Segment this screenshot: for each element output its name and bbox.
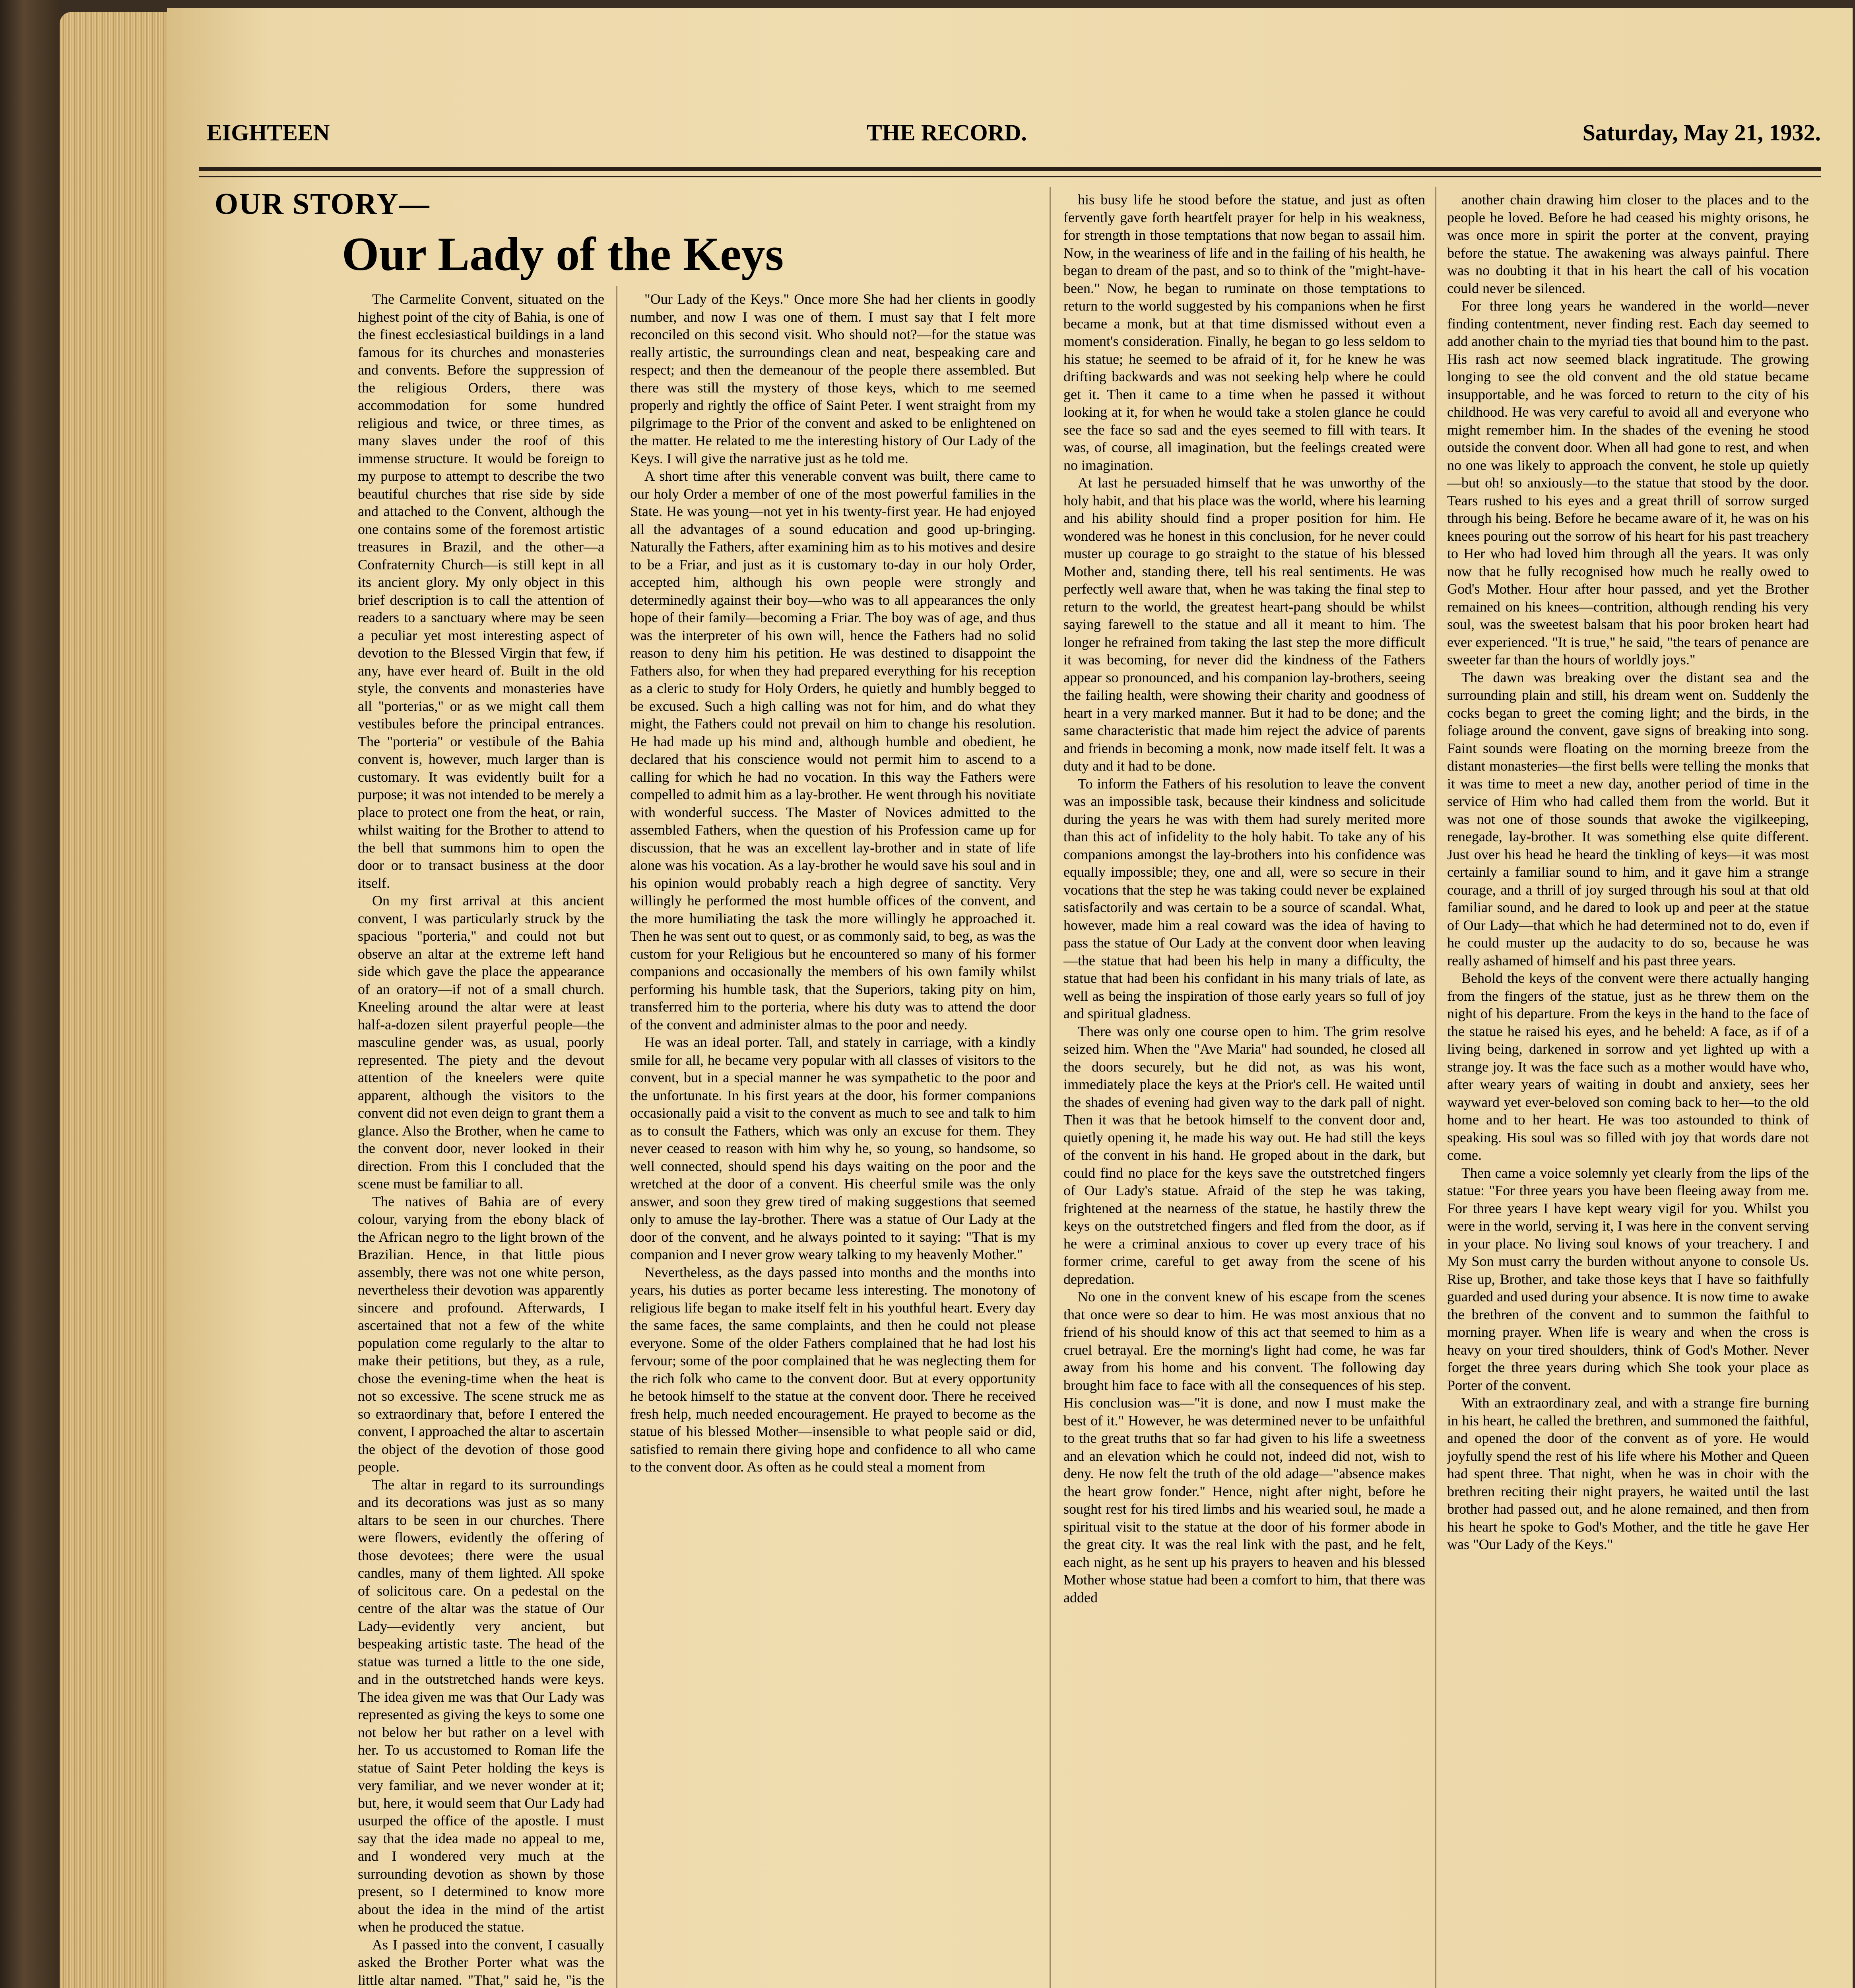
- page-header: [199, 119, 1821, 159]
- paragraph: On my first arrival at this ancient convent, I was particularly struck by the spacious "porteria," and could not but observe an altar at the extreme left hand side which gave the place the appearance of an oratory—if not of a small church. Kneeling around the altar were at least half-a-dozen silent prayerful people—the masculine gender was, as usual, poorly represented. The piety and the devout attention of the kneelers were quite apparent, although the visitors to the convent did not even deign to grant them a glance. Also the Brother, when he came to the convent door, never looked in their direction. From this I concluded that the scene must be familiar to all.: [358, 893, 604, 1192]
- publication-title: THE RECORD.: [867, 120, 1027, 146]
- header-rule: [199, 167, 1821, 171]
- paragraph: Behold the keys of the convent were there actually hanging from the fingers of the statue, just as he threw them on the night of his departure. From the keys in the hand to the face of the statue he raised his eyes, and he beheld: A face, as if of a living being, darkened in sorrow and yet lighted up with a strange joy. It was the face such as a mother would have who, after weary years of waiting in doubt and anxiety, sees her wayward yet ever-beloved son coming back to her—to the old home and to her heart. He was too astounded to think of speaking. His soul was so filled with joy that words dare not come.: [1447, 970, 1809, 1163]
- article-title: Our Lady of the Keys: [342, 227, 784, 280]
- column-divider: [1050, 187, 1051, 1988]
- article-column-2: [630, 290, 1036, 1988]
- paragraph: The natives of Bahia are of every colour, varying from the ebony black of the African negro to the light brown of the Brazilian. Hence, in that little pious assembly, there was not one white person, nevertheless their devotion was apparently sincere and profound. Afterwards, I ascertained that not a few of the white population come regularly to the altar to make their petitions, but they, as a rule, chose the evening-time when the heat is not so excessive. The scene struck me as so extraordinary that, before I entered the convent, I approached the altar to ascertain the object of the devotion of those good people.: [358, 1193, 604, 1475]
- paragraph: The altar in regard to its surroundings and its decorations was just as so many altars to be seen in our churches. There were flowers, evidently the offering of those devotees; there were the usual candles, many of them lighted. All spoke of solicitous care. On a pedestal on the centre of the altar was the statue of Our Lady—evidently very ancient, but bespeaking artistic taste. The head of the statue was turned a little to the one side, and in the outstretched hands were keys. The idea given me was that Our Lady was represented as giving the keys to some one not below her but rather on a level with her. To us accustomed to Roman life the statue of Saint Peter holding the keys is very familiar, and we never wonder at it; but, here, it would seem that Our Lady had usurped the office of the apostle. I must say that the idea made no appeal to me, and I wondered very much at the surrounding devotion as shown by those present, so I determined to know more about the idea in the mind of the artist when he produced the statue.: [358, 1476, 604, 1935]
- header-rule-thin: [199, 176, 1821, 177]
- article-column-3: [1063, 191, 1425, 1988]
- paragraph: To inform the Fathers of his resolution to leave the convent was an impossible task, because their kindness and solicitude during the years he was with them had surely merited more than this act of infidelity to the holy habit. To take any of his companions amongst the lay-brothers into his confidence was equally impossible; they, one and all, were so secure in their vocations that the step he was taking could never be explained satisfactorily and was certain to be a source of scandal. What, however, made him a real coward was the idea of having to pass the statue of Our Lady at the convent door when leaving—the statue that had been his help in many a difficulty, the statue that had been his confidant in his many trials of late, as well as being the inspiration of those early years so full of joy and spiritual gladness.: [1063, 775, 1425, 1021]
- paragraph: Nevertheless, as the days passed into months and the months into years, his duties as porter became less interesting. The monotony of religious life began to make itself felt in his youthful heart. Every day the same faces, the same complaints, and then he could not please everyone. Some of the older Fathers complained that he had lost his fervour; some of the poor complained that he was neglecting them for the rich folk who came to the convent door. But at every opportunity he betook himself to the statue at the convent door. There he received fresh help, much needed encouragement. He prayed to become as the statue of his blessed Mother—insensible to what people said or did, satisfied to remain there giving hope and confidence to all who came to the convent door. As often as he could steal a moment from: [630, 1264, 1036, 1475]
- article-column-1: [358, 290, 604, 1988]
- book-binding: [0, 0, 60, 1988]
- paragraph: He was an ideal porter. Tall, and stately in carriage, with a kindly smile for all, he became very popular with all classes of visitors to the convent, but in a special manner he was sympathetic to the poor and the unfortunate. In his first years at the door, his former companions occasionally paid a visit to the convent as much to see and talk to him as to consult the Fathers, which was only an excuse for them. They never ceased to reason with him why he, so young, so handsome, so well connected, should spend his days waiting on the poor and the wretched at the door of a convent. His cheerful smile was the only answer, and soon they grew tired of making suggestions that seemed only to amuse the lay-brother. There was a statue of Our Lady at the door of the convent, and he always pointed to it saying: "That is my companion and I never grow weary talking to my heavenly Mother.": [630, 1034, 1036, 1262]
- paragraph: Then came a voice solemnly yet clearly from the lips of the statue: "For three years you have been fleeing away from me. For three years I have kept weary vigil for you. Whilst you were in the world, serving it, I was here in the convent serving in your place. No living soul knows of your treachery. I and My Son must carry the burden without anyone to console Us. Rise up, Brother, and take those keys that I have so faithfully guarded and used during your absence. It is now time to awake the brethren of the convent and to summon the faithful to morning prayer. When life is weary and when the cross is heavy on your tired shoulders, think of God's Mother. Never forget the three years during which She took your place as Porter of the convent.: [1447, 1165, 1809, 1393]
- paragraph: No one in the convent knew of his escape from the scenes that once were so dear to him. He was most anxious that no friend of his should know of this act that seemed to him as a cruel betrayal. Ere the morning's light had come, he was far away from his home and his convent. The following day brought him face to face with all the consequences of his step. His conclusion was—"it is done, and now I must make the best of it." However, he was determined never to be unfaithful to the great truths that so far had given to his life a sweetness and an elevation which he could not, indeed did not, wish to deny. He now felt the truth of the old adage—"absence makes the heart grow fonder." Hence, night after night, before he sought rest for his tired limbs and his wearied soul, he made a spiritual visit to the statue at the door of his former abode in the great city. It was the real link with the past, and he felt, each night, as he sent up his prayers to heaven and his blessed Mother whose statue had been a comfort to him, that there was added: [1063, 1289, 1425, 1606]
- paragraph: At last he persuaded himself that he was unworthy of the holy habit, and that his place was the world, where his learning and his ability should find a proper position for him. He wondered was he honest in this conclusion, for he never could muster up courage to go straight to the statue of his blessed Mother and, standing there, tell his real sentiments. He was perfectly well aware that, when he was taking the final step to return to the world, the greatest heart-pang should be whilst saying farewell to the statue and all it meant to him. The longer he refrained from taking the last step the more difficult it was becoming, for never did the kindness of the Fathers appear so pronounced, and his companion lay-brothers, seeing the failing health, were showing their charity and goodness of heart in a very marked manner. But it had to be done; and the same characteristic that made him reject the advice of parents and friends in becoming a monk, now made itself felt. It was a duty and it had to be done.: [1063, 475, 1425, 774]
- paragraph: his busy life he stood before the statue, and just as often fervently gave forth heartfelt prayer for help in his weakness, for strength in those temptations that now began to assail him. Now, in the weariness of life and in the failing of his health, he began to dream of the past, and so to think of the "might-have-been." Now, he began to ruminate on those temptations to return to the world suggested by his companions when he first became a monk, but at that time dismissed without even a moment's consideration. Finally, he began to go less seldom to his statue; he seemed to be afraid of it, for he knew he was drifting backwards and was not seeking help where he could get it. Then it came to a time when he passed it without looking at it, for when he would take a stolen glance he could see the face so sad and the eyes seemed to fill with tears. It was, of course, all imagination, but the feelings created were no imagination.: [1063, 192, 1425, 473]
- paragraph: There was only one course open to him. The grim resolve seized him. When the "Ave Maria" had sounded, he closed all the doors securely, but he did not, as was his wont, immediately place the keys at the Prior's cell. He waited until the shades of evening had given way to the dark pall of night. Then it was that he betook himself to the convent door and, quietly opening it, he made his way out. He had still the keys of the convent in his hand. He groped about in the dark, but could find no place for the keys save the outstretched fingers of Our Lady's statue. Afraid of the step he was taking, frightened at the nearness of the statue, he hastily threw the keys on the outstretched fingers and fled from the door, as if he were a criminal anxious to cover up every trace of his former crime, careful to get away from the scene of his depredation.: [1063, 1023, 1425, 1287]
- column-divider: [1435, 187, 1436, 1988]
- issue-date: Saturday, May 21, 1932.: [1582, 120, 1821, 146]
- page-edges: [60, 12, 183, 1988]
- paragraph: another chain drawing him closer to the places and to the people he loved. Before he had ceased his mighty orisons, he was once more in spirit the porter at the convent, praying before the statue. The awakening was always painful. There was no doubting it that in his heart the call of his vocation could never be silenced.: [1447, 192, 1809, 296]
- column-divider: [616, 286, 617, 1988]
- page-number: EIGHTEEN: [207, 120, 330, 146]
- article-column-4: [1447, 191, 1809, 1988]
- paragraph: "Our Lady of the Keys." Once more She had her clients in goodly number, and now I was one of them. I must say that I felt more reconciled on this second visit. Who should not?—for the statue was really artistic, the surroundings clean and neat, bespeaking care and respect; and then the demeanour of the people there assembled. But there was still the mystery of those keys, which to me seemed properly and rightly the office of Saint Peter. I went straight from my pilgrimage to the Prior of the convent and asked to be enlightened on the matter. He related to me the interesting history of Our Lady of the Keys. I will give the narrative just as he told me.: [630, 291, 1036, 466]
- paragraph: With an extraordinary zeal, and with a strange fire burning in his heart, he called the brethren, and summoned the faithful, and opened the door of the convent as of yore. He would joyfully spend the rest of his life where his Mother and Queen had spent three. That night, when he was in choir with the brethren reciting their night prayers, he waited until the last brother had passed out, and he alone remained, and then from his heart he spoke to God's Mother, and the title he gave Her was "Our Lady of the Keys.": [1447, 1395, 1809, 1552]
- paragraph: The dawn was breaking over the distant sea and the surrounding plain and still, his dream went on. Suddenly the cocks began to greet the coming light; and the birds, in the foliage around the convent, gave signs of breaking into song. Faint sounds were floating on the morning breeze from the distant monasteries—the first bells were telling the monks that it was time to meet a new day, another period of time in the service of Him who had called them from the world. But it was not one of those sounds that awoke the vigilkeeping, renegade, lay-brother. It was something else quite different. Just over his head he heard the tinkling of keys—it was most certainly a familiar sound to him, and it gave him a strange courage, and a thrill of joy surged through his soul at that old familiar sound, and he dared to look up and peer at the statue of Our Lady—that which he had determined not to do, even if he could muster up the audacity to do so, because he was really ashamed of himself and his past three years.: [1447, 669, 1809, 969]
- article-kicker: OUR STORY—: [215, 187, 430, 221]
- paragraph: The Carmelite Convent, situated on the highest point of the city of Bahia, is one of the finest ecclesiastical buildings in a land famous for its churches and monasteries and convents. Before the suppression of the religious Orders, there was accommodation for some hundred religious and twice, or three times, as many slaves under the roof of this immense structure. It would be foreign to my purpose to attempt to describe the two beautiful churches that rise side by side and attached to the Convent, although the one contains some of the foremost artistic treasures in Brazil, and the other—a Confraternity Church—is still kept in all its ancient glory. My only object in this brief description is to call the attention of readers to a sanctuary where may be seen a peculiar yet most interesting aspect of devotion to the Blessed Virgin that few, if any, have ever heard of. Built in the old style, the convents and monasteries have all "porterias," or as we might call them vestibules before the principal entrances. The "porteria" or vestibule of the Bahia convent is, however, much larger than is customary. It was evidently built for a purpose; it was not intended to be merely a place to protect one from the heat, or rain, whilst waiting for the Brother to attend to the bell that summons him to open the door or to transact business at the door itself.: [358, 291, 604, 891]
- paragraph: A short time after this venerable convent was built, there came to our holy Order a member of one of the most powerful families in the State. He was young—not yet in his twenty-first year. He had enjoyed all the advantages of a sound education and good up-bringing. Naturally the Fathers, after examining him as to his motives and desire to be a Friar, and just as it is customary to-day in our holy Order, accepted him, although his own people were strongly and determinedly against their boy—who was to all appearances the only hope of their family—becoming a Friar. The boy was of age, and thus was the interpreter of his own will, hence the Fathers had no solid reason to deny him his petition. He was destined to disappoint the Fathers also, for when they had prepared everything for his reception as a cleric to study for Holy Orders, he quietly and humbly begged to be excused. Such a high calling was not for him, and do what they might, the Fathers could not prevail on him to change his resolution. He had made up his mind and, although humble and obedient, he declared that his conscience would not permit him to ascend to a calling for which he had no vocation. In this way the Fathers were compelled to admit him as a lay-brother. He went through his novitiate with wonderful success. The Master of Novices admitted to the assembled Fathers, when the question of his Profession came up for discussion, that he was an excellent lay-brother and in state of life alone was his vocation. As a lay-brother he would save his soul and in his opinion would probably reach a high degree of sanctity. Very willingly he performed the most humble offices of the convent, and the more humiliating the task the more willingly he approached it. Then he was sent out to quest, or as commonly said, to beg, as was the custom for your Religious but he encountered so many of his former companions and occasionally the members of his own family whilst performing his humble task, that the Superiors, taking pity on him, transferred him to the porteria, where his duty was to attend the door of the convent and administer almas to the poor and needy.: [630, 468, 1036, 1033]
- paragraph: As I passed into the convent, I casually asked the Brother Porter what was the little altar named. "That," said he, "is the: [358, 1936, 604, 1988]
- paragraph: For three long years he wandered in the world—never finding contentment, never finding rest. Each day seemed to add another chain to the myriad ties that bound him to the past. His rash act now seemed black ingratitude. The growing longing to see the old convent and the old statue became insupportable, and he was forced to return to the city of his childhood. He was very careful to avoid all and everyone who might remember him. In the shades of the evening he stood outside the convent door. When all had gone to rest, and when no one was likely to approach the convent, he stole up quietly—but oh! so anxiously—to the statue that stood by the door. Tears rushed to his eyes and a great thrill of sorrow surged through his being. Before he became aware of it, he was on his knees pouring out the sorrow of his heart for his past treachery to Her who had loved him through all the years. It was only now that he fully recognised how much he really owed to God's Mother. Hour after hour passed, and yet the Brother remained on his knees—contrition, although rending his very soul, was the sweetest balsam that his poor broken heart had ever experienced. "It is true," he said, "the tears of penance are sweeter far than the hours of worldly joys.": [1447, 298, 1809, 668]
